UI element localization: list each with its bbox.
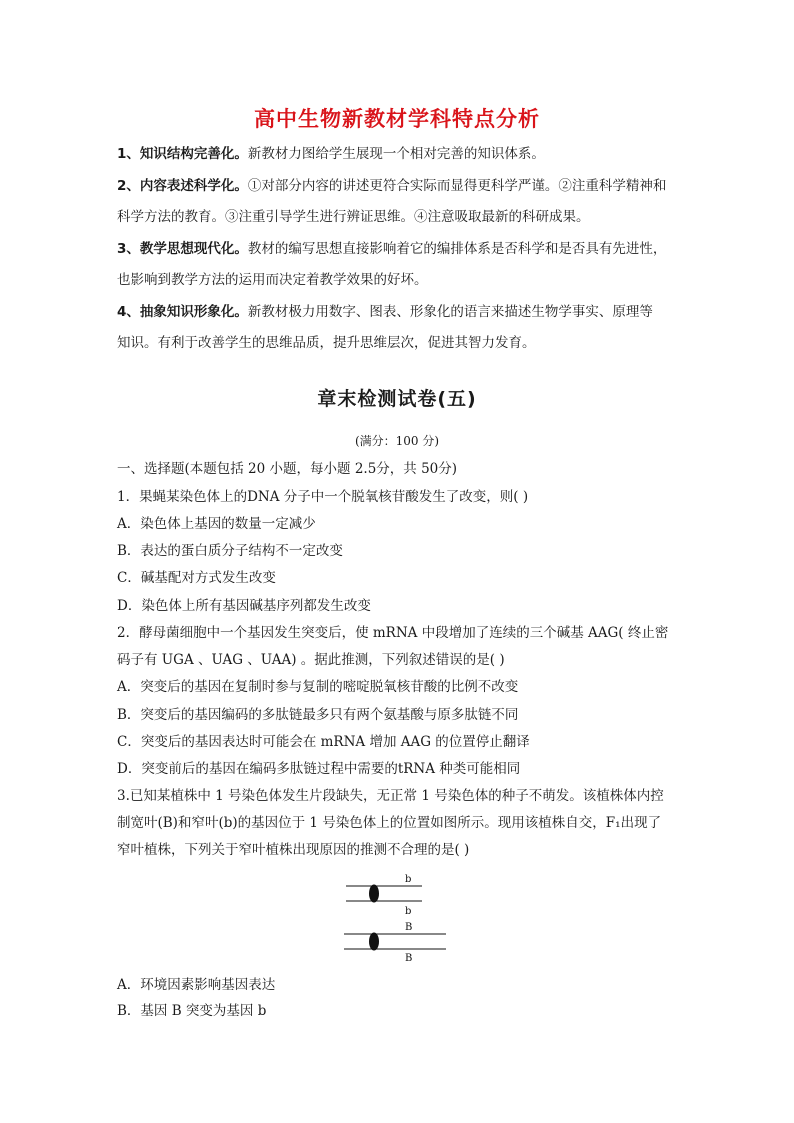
question-2-stem-line-2: 码子有 UGA 、UAG 、UAA) 。据此推测，下列叙述错误的是( ) [117, 652, 505, 668]
feature-4-line-1 [117, 302, 687, 322]
question-1-option-d: D．染色体上所有基因碱基序列都发生改变 [117, 598, 371, 614]
feature-4-text: 新教材极力用数字、图表、形象化的语言来描述生物学事实、原理等 [247, 304, 653, 320]
question-3-option-a: A．环境因素影响基因表达 [117, 977, 276, 993]
feature-4-lead: 4、抽象知识形象化。 [117, 304, 248, 320]
feature-2-line-1 [117, 176, 687, 196]
question-3-stem-line-3: 窄叶植株，下列关于窄叶植株出现原因的推测不合理的是( ) [117, 842, 470, 858]
feature-1-text: 新教材力图给学生展现一个相对完善的知识体系。 [247, 146, 545, 162]
feature-3-line-1 [117, 239, 687, 259]
gene-label-b-bottom: b [405, 906, 412, 917]
gene-label-B-bottom: B [405, 953, 413, 964]
section-heading: 一、选择题(本题包括 20 小题，每小题 2.5分，共 50分) [117, 461, 458, 477]
question-2-stem-line-1: 2．酵母菌细胞中一个基因发生突变后，使 mRNA 中段增加了连续的三个碱基 AAG( 终止密 [117, 625, 669, 641]
centromere-2 [369, 933, 379, 951]
question-3-stem-line-1: 3.已知某植株中 1 号染色体发生片段缺失，无正常 1 号染色体的种子不萌发。该植株体内控 [117, 788, 664, 804]
feature-3-line-2: 也影响到教学方法的运用而决定着教学效果的好坏。 [117, 272, 428, 288]
question-1-option-b: B．表达的蛋白质分子结构不一定改变 [117, 543, 343, 559]
feature-2-lead: 2、内容表述科学化。 [117, 178, 248, 194]
feature-1-lead: 1、知识结构完善化。 [117, 146, 248, 162]
gene-label-b-top: b [405, 874, 412, 885]
question-2-option-b: B．突变后的基因编码的多肽链最多只有两个氨基酸与原多肽链不同 [117, 707, 519, 723]
feature-1-line-1 [117, 144, 687, 164]
question-1-option-c: C．碱基配对方式发生改变 [117, 570, 276, 586]
feature-3-lead: 3、教学思想现代化。 [117, 241, 248, 257]
centromere-1 [369, 885, 379, 903]
gene-label-B-top: B [405, 922, 413, 933]
page-title: 高中生物新教材学科特点分析 [254, 107, 540, 131]
question-2-option-c: C．突变后的基因表达时可能会在 mRNA 增加 AAG 的位置停止翻译 [117, 734, 530, 750]
feature-4-line-2: 知识。有利于改善学生的思维品质，提升思维层次，促进其智力发育。 [117, 335, 536, 351]
question-1-option-a: A．染色体上基因的数量一定减少 [117, 516, 316, 532]
feature-3-text: 教材的编写思想直接影响着它的编排体系是否科学和是否具有先进性， [247, 241, 667, 257]
question-2-option-a: A．突变后的基因在复制时参与复制的嘧啶脱氧核苷酸的比例不改变 [117, 679, 519, 695]
exam-score: (满分：100 分) [354, 434, 440, 448]
question-3-option-b: B．基因 B 突变为基因 b [117, 1003, 267, 1019]
exam-title: 章末检测试卷(五) [317, 388, 477, 410]
question-3-stem-line-2: 制宽叶(B)和窄叶(b)的基因位于 1 号染色体上的位置如图所示。现用该植株自交，F₁出现了 [117, 815, 662, 831]
question-1-stem: 1．果蝇某染色体上的DNA 分子中一个脱氧核苷酸发生了改变，则( ) [117, 489, 529, 505]
question-2-option-d: D．突变前后的基因在编码多肽链过程中需要的tRNA 种类可能相同 [117, 761, 521, 777]
feature-2-line-2: 科学方法的教育。③注重引导学生进行辨证思维。④注意吸取最新的科研成果。 [117, 209, 590, 225]
chromosome-diagram [340, 870, 450, 966]
feature-2-text: ①对部分内容的讲述更符合实际而显得更科学严谨。②注重科学精神和 [247, 178, 667, 194]
